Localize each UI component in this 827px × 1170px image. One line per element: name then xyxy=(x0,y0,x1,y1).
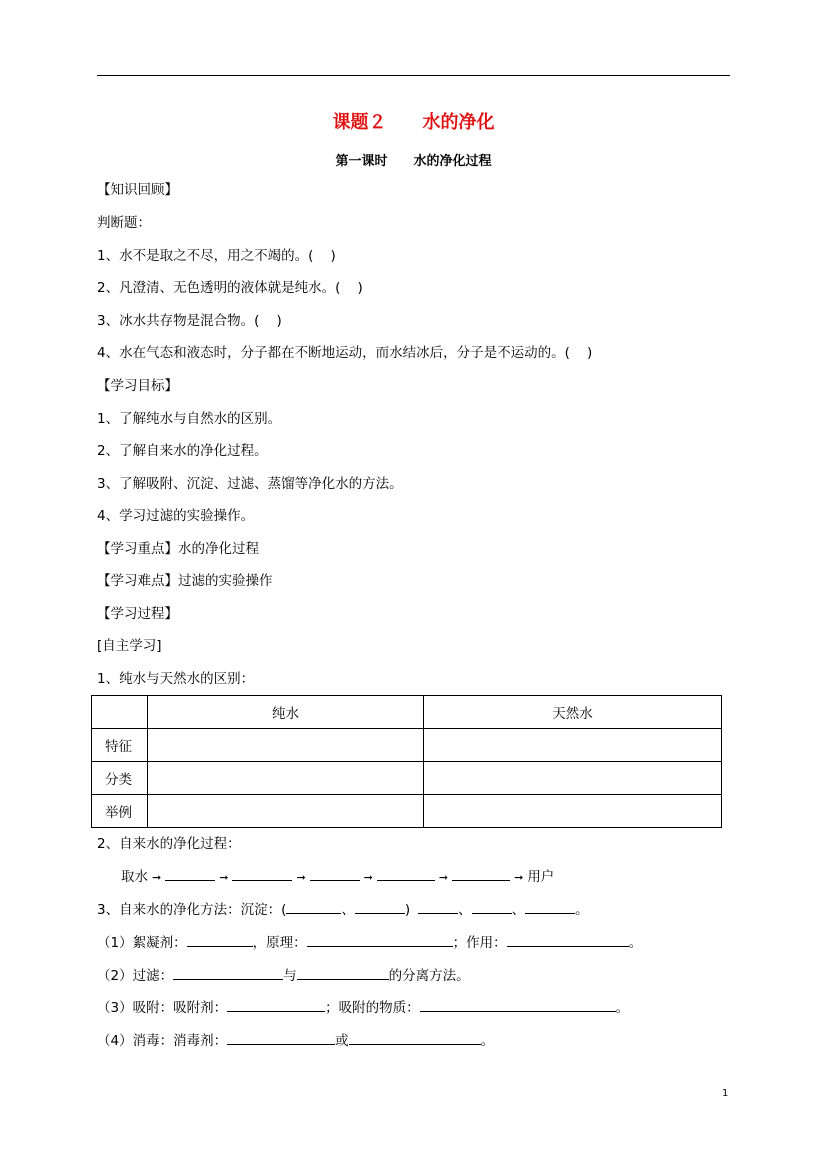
lesson-subtitle: 第一课时 水的净化过程 xyxy=(335,154,492,169)
sub-question-4: （4）消毒：消毒剂： 或 。 xyxy=(97,1033,495,1049)
answer-blank[interactable] xyxy=(227,1032,335,1045)
goal-item: 3、了解吸附、沉淀、过滤、蒸馏等净化水的方法。 xyxy=(97,476,403,492)
answer-blank[interactable] xyxy=(349,1032,481,1045)
goal-item: 1、了解纯水与自然水的区别。 xyxy=(97,411,282,427)
row-header: 分类 xyxy=(92,762,148,795)
column-header-pure-water: 纯水 xyxy=(148,696,424,729)
flow-blank[interactable] xyxy=(377,868,435,881)
answer-blank[interactable] xyxy=(187,934,253,947)
table-cell xyxy=(92,696,148,729)
difficulty: 【学习难点】过滤的实验操作 xyxy=(97,573,273,589)
goal-item: 2、了解自来水的净化过程。 xyxy=(97,443,268,459)
header-rule xyxy=(97,75,730,76)
arrow-right-icon: ➞ xyxy=(363,871,373,884)
table-row xyxy=(92,795,722,828)
question-2: 2、自来水的净化过程： xyxy=(97,836,241,852)
table-row xyxy=(92,696,722,729)
goal-item: 4、学习过滤的实验操作。 xyxy=(97,508,255,524)
answer-cell[interactable] xyxy=(148,762,424,795)
column-header-natural-water: 天然水 xyxy=(424,696,722,729)
answer-cell[interactable] xyxy=(424,729,722,762)
self-study-label: [自主学习] xyxy=(97,638,162,654)
flow-blank[interactable] xyxy=(165,868,215,881)
flow-blank[interactable] xyxy=(232,868,292,881)
answer-blank[interactable] xyxy=(173,967,283,980)
arrow-right-icon: ➞ xyxy=(219,871,229,884)
answer-cell[interactable] xyxy=(148,729,424,762)
row-header: 举例 xyxy=(92,795,148,828)
judge-item: 2、凡澄清、无色透明的液体就是纯水。( ) xyxy=(97,280,363,296)
answer-blank[interactable] xyxy=(307,934,453,947)
comparison-table xyxy=(91,695,722,828)
answer-blank[interactable] xyxy=(355,901,405,914)
answer-cell[interactable] xyxy=(424,795,722,828)
answer-blank[interactable] xyxy=(507,934,629,947)
goals-heading: 【学习目标】 xyxy=(97,378,178,394)
purification-flow xyxy=(121,868,554,886)
arrow-right-icon: ➞ xyxy=(514,871,524,884)
answer-blank[interactable] xyxy=(525,901,575,914)
lesson-title: 课题２ 水的净化 xyxy=(332,112,495,133)
flow-end: 用户 xyxy=(527,869,555,885)
question-3: 3、自来水的净化方法：沉淀：( 、 ) 、 、 。 xyxy=(97,902,589,918)
review-heading: 【知识回顾】 xyxy=(97,182,178,198)
arrow-right-icon: ➞ xyxy=(296,871,306,884)
table-row xyxy=(92,729,722,762)
flow-blank[interactable] xyxy=(310,868,360,881)
answer-blank[interactable] xyxy=(418,901,458,914)
arrow-right-icon: ➞ xyxy=(152,871,162,884)
answer-cell[interactable] xyxy=(424,762,722,795)
judge-item: 3、冰水共存物是混合物。( ) xyxy=(97,313,282,329)
process-heading: 【学习过程】 xyxy=(97,606,178,622)
arrow-right-icon: ➞ xyxy=(438,871,449,884)
answer-cell[interactable] xyxy=(148,795,424,828)
flow-start: 取水 xyxy=(121,869,148,885)
answer-blank[interactable] xyxy=(297,967,389,980)
answer-blank[interactable] xyxy=(227,999,325,1012)
answer-blank[interactable] xyxy=(286,901,341,914)
answer-blank[interactable] xyxy=(420,999,616,1012)
row-header: 特征 xyxy=(92,729,148,762)
judge-label: 判断题： xyxy=(97,215,151,231)
question-1: 1、纯水与天然水的区别： xyxy=(97,671,255,687)
table-row xyxy=(92,762,722,795)
sub-question-3: （3）吸附：吸附剂： ；吸附的物质： 。 xyxy=(97,1000,630,1016)
sub-question-1: （1）絮凝剂： ，原理： ；作用： 。 xyxy=(97,935,643,951)
judge-item: 4、水在气态和液态时，分子都在不断地运动，而水结冰后，分子是不运动的。( ) xyxy=(97,345,593,361)
key-point: 【学习重点】水的净化过程 xyxy=(97,541,259,557)
sub-question-2: （2）过滤： 与 的分离方法。 xyxy=(97,968,470,984)
flow-blank[interactable] xyxy=(452,868,510,881)
page-number: 1 xyxy=(722,1088,729,1099)
answer-blank[interactable] xyxy=(472,901,512,914)
judge-item: 1、水不是取之不尽，用之不竭的。( ) xyxy=(97,248,336,264)
